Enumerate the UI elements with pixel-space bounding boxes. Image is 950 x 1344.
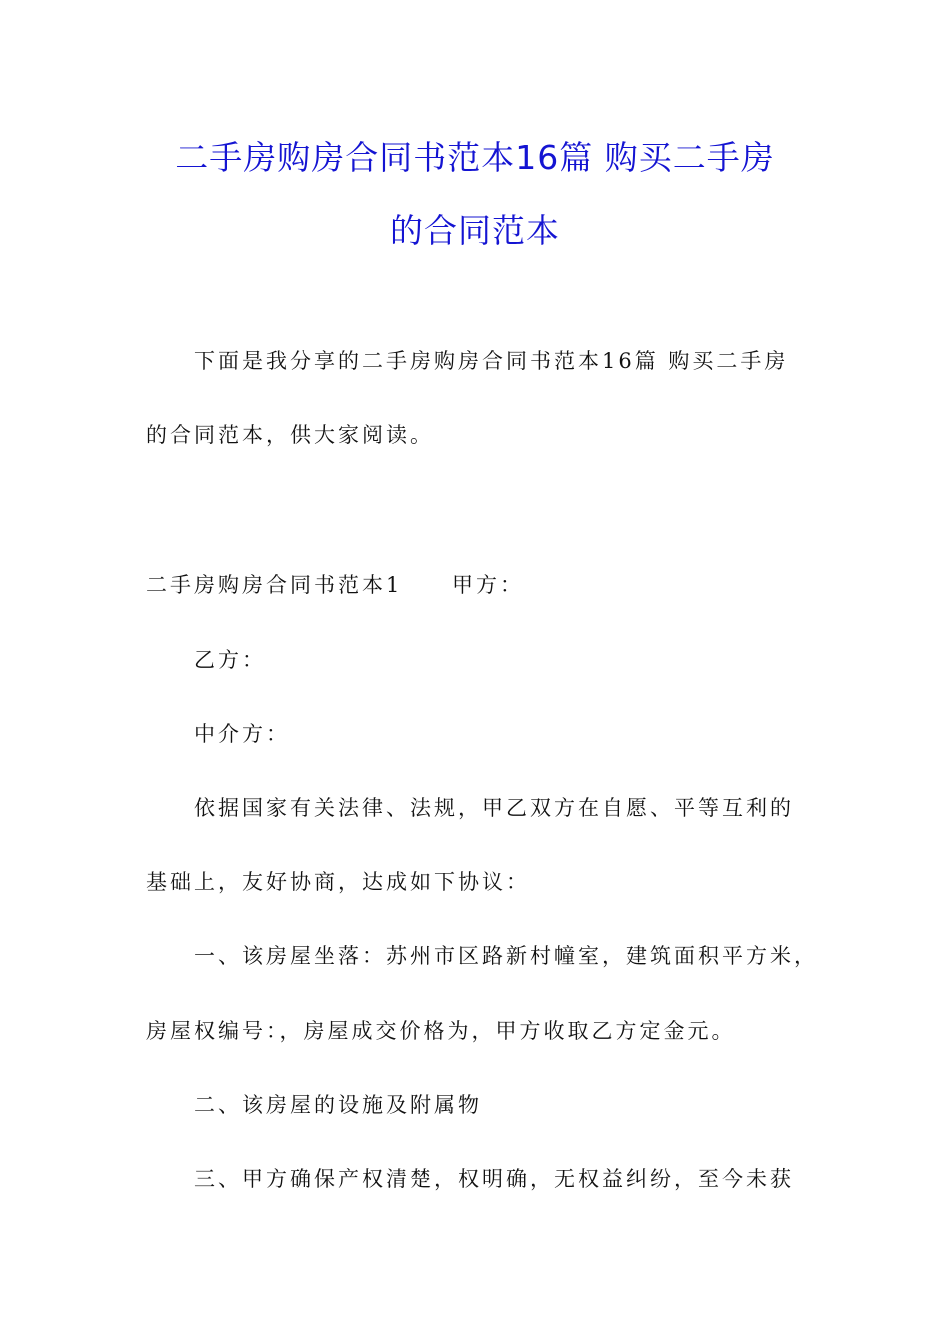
- paragraph-1-line-2: 基础上，友好协商，达成如下协议：: [146, 870, 530, 894]
- paragraph-2-line-1: 一、该房屋坐落：苏州市区路新村幢室，建筑面积平方米，: [194, 944, 818, 968]
- intro-line-1: 下面是我分享的二手房购房合同书范本16篇 购买二手房: [194, 349, 789, 373]
- paragraph-1-line-1: 依据国家有关法律、法规，甲乙双方在自愿、平等互利的: [194, 796, 794, 820]
- party-a-label: 甲方：: [452, 573, 524, 597]
- party-b-label: 乙方：: [194, 648, 266, 672]
- intro-line-2: 的合同范本，供大家阅读。: [146, 423, 434, 447]
- section-heading: 二手房购房合同书范本1: [146, 573, 403, 597]
- paragraph-2-line-2: 房屋权编号：，房屋成交价格为，甲方收取乙方定金元。: [146, 1019, 736, 1043]
- paragraph-3: 二、该房屋的设施及附属物: [194, 1093, 482, 1117]
- agent-label: 中介方：: [194, 722, 290, 746]
- document-title-line-1: 二手房购房合同书范本16篇 购买二手房: [175, 138, 775, 177]
- paragraph-4: 三、甲方确保产权清楚，权明确，无权益纠纷，至今未获: [194, 1167, 794, 1191]
- document-title-line-2: 的合同范本: [390, 211, 560, 250]
